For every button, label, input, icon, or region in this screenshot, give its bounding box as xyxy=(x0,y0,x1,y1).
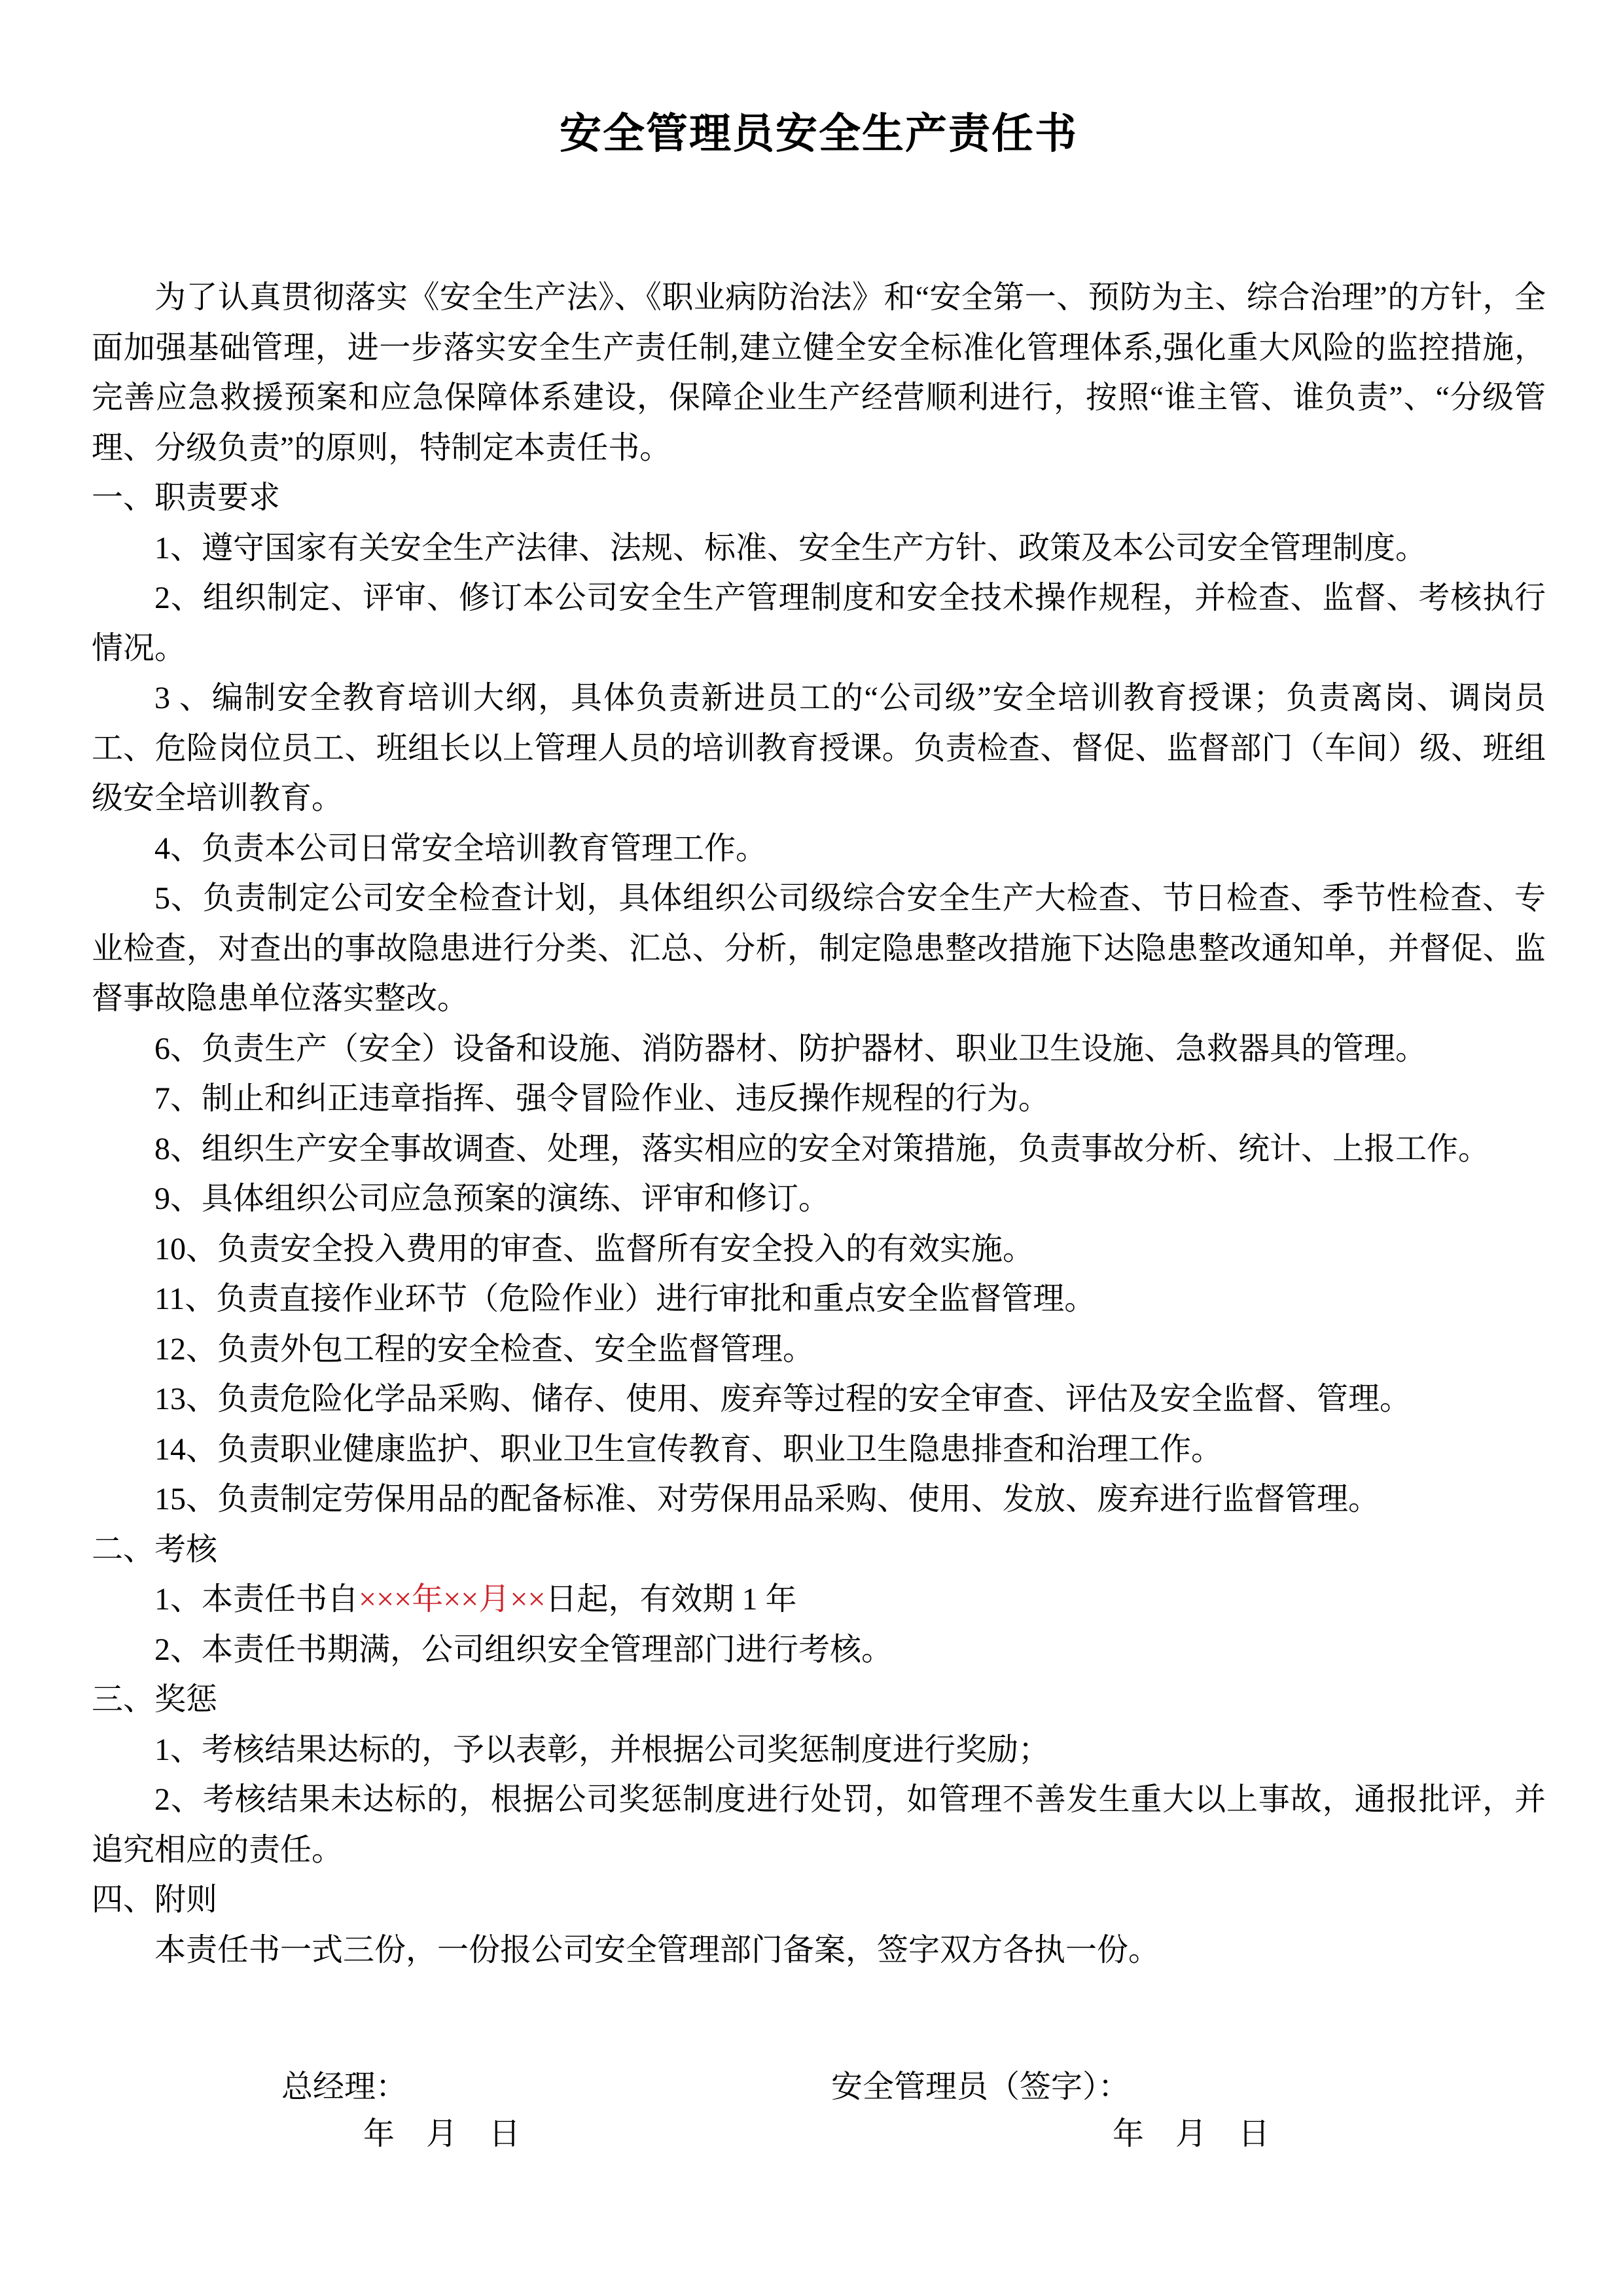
duties-item-6: 6、负责生产（安全）设备和设施、消防器材、防护器材、职业卫生设施、急救器具的管理。 xyxy=(154,1031,1427,1066)
rewards-item-2: 2、考核结果未达标的，根据公司奖惩制度进行处罚，如管理不善发生重大以上事故，通报批评，并追究相应的责任。 xyxy=(92,1782,1546,1867)
rewards-item-1: 1、考核结果达标的，予以表彰，并根据公司奖惩制度进行奖励； xyxy=(154,1732,1050,1767)
duties-item-12: 12、负责外包工程的安全检查、安全监督管理。 xyxy=(154,1331,815,1367)
supplementary-body: 本责任书一式三份，一份报公司安全管理部门备案，签字双方各执一份。 xyxy=(154,1932,1160,1967)
duties-heading: 一、职责要求 xyxy=(92,480,281,515)
duties-item-8: 8、组织生产安全事故调查、处理，落实相应的安全对策措施，负责事故分析、统计、上报工作。 xyxy=(154,1131,1490,1166)
intro-paragraph: 为了认真贯彻落实《安全生产法》、《职业病防治法》和“安全第一、预防为主、综合治理”的方针，全面加强基础管理，进一步落实安全生产责任制,建立健全安全标准化管理体系,强化重大风险的监控措施，完善应急救援预案和应急保障体系建设，保障企业生产经营顺利进行，按照“谁主管、谁负责”、“分级管理、分级负责”的原则，特制定本责任书。 xyxy=(92,280,1546,465)
section-rewards xyxy=(92,1675,1546,1875)
duties-item-7: 7、制止和纠正违章指挥、强令冒险作业、违反操作规程的行为。 xyxy=(154,1081,1050,1116)
general-manager-signature-label: 总经理： xyxy=(281,2070,408,2104)
assessment-heading: 二、考核 xyxy=(92,1532,218,1567)
duties-item-14: 14、负责职业健康监护、职业卫生宣传教育、职业卫生隐患排查和治理工作。 xyxy=(154,1431,1223,1467)
duties-item-9: 9、具体组织公司应急预案的演练、评审和修订。 xyxy=(154,1181,830,1216)
section-assessment xyxy=(92,1525,1546,1676)
duties-item-13: 13、负责危险化学品采购、储存、使用、废弃等过程的安全审查、评估及安全监督、管理。 xyxy=(154,1382,1412,1416)
duties-item-10: 10、负责安全投入费用的审查、监督所有安全投入的有效实施。 xyxy=(154,1231,1035,1266)
general-manager-date-label: 年 月 日 xyxy=(363,2117,521,2151)
duties-item-5: 5、负责制定公司安全检查计划，具体组织公司级综合安全生产大检查、节日检查、季节性检查、专业检查，对查出的事故隐患进行分类、汇总、分析，制定隐患整改措施下达隐患整改通知单，并督促、监督事故隐患单位落实整改。 xyxy=(92,881,1546,1016)
section-supplementary xyxy=(92,1875,1546,1975)
validity-prefix-text: 1、本责任书自 xyxy=(154,1582,359,1617)
safety-manager-date-label: 年 月 日 xyxy=(1113,2117,1270,2151)
rewards-heading: 三、奖惩 xyxy=(92,1682,218,1717)
validity-date-placeholder: ×××年××月×× xyxy=(359,1582,546,1617)
duties-item-1: 1、遵守国家有关安全生产法律、法规、标准、安全生产方针、政策及本公司安全管理制度。 xyxy=(154,530,1427,565)
duties-item-15: 15、负责制定劳保用品的配备标准、对劳保用品采购、使用、发放、废弃进行监督管理。 xyxy=(154,1482,1380,1516)
assessment-item-expiry: 2、本责任书期满，公司组织安全管理部门进行考核。 xyxy=(154,1632,893,1667)
document-title: 安全管理员安全生产责任书 xyxy=(560,111,1078,157)
duties-item-11: 11、负责直接作业环节（危险作业）进行审批和重点安全监督管理。 xyxy=(154,1282,1096,1316)
signature-area xyxy=(92,2064,1546,2234)
validity-suffix-text: 日起，有效期 1 年 xyxy=(545,1582,797,1617)
duties-item-3: 3 、编制安全教育培训大纲，具体负责新进员工的“公司级”安全培训教育授课；负责离岗、调岗员工、危险岗位员工、班组长以上管理人员的培训教育授课。负责检查、督促、监督部门（车间）级、班组级安全培训教育。 xyxy=(92,681,1546,816)
duties-item-2: 2、组织制定、评审、修订本公司安全生产管理制度和安全技术操作规程，并检查、监督、考核执行情况。 xyxy=(92,581,1546,666)
section-duties xyxy=(92,473,1546,1525)
assessment-item-validity xyxy=(92,1575,1546,1625)
supplementary-heading: 四、附则 xyxy=(92,1882,218,1917)
duties-item-4: 4、负责本公司日常安全培训教育管理工作。 xyxy=(154,831,768,866)
safety-manager-signature-label: 安全管理员（签字）： xyxy=(831,2070,1130,2104)
